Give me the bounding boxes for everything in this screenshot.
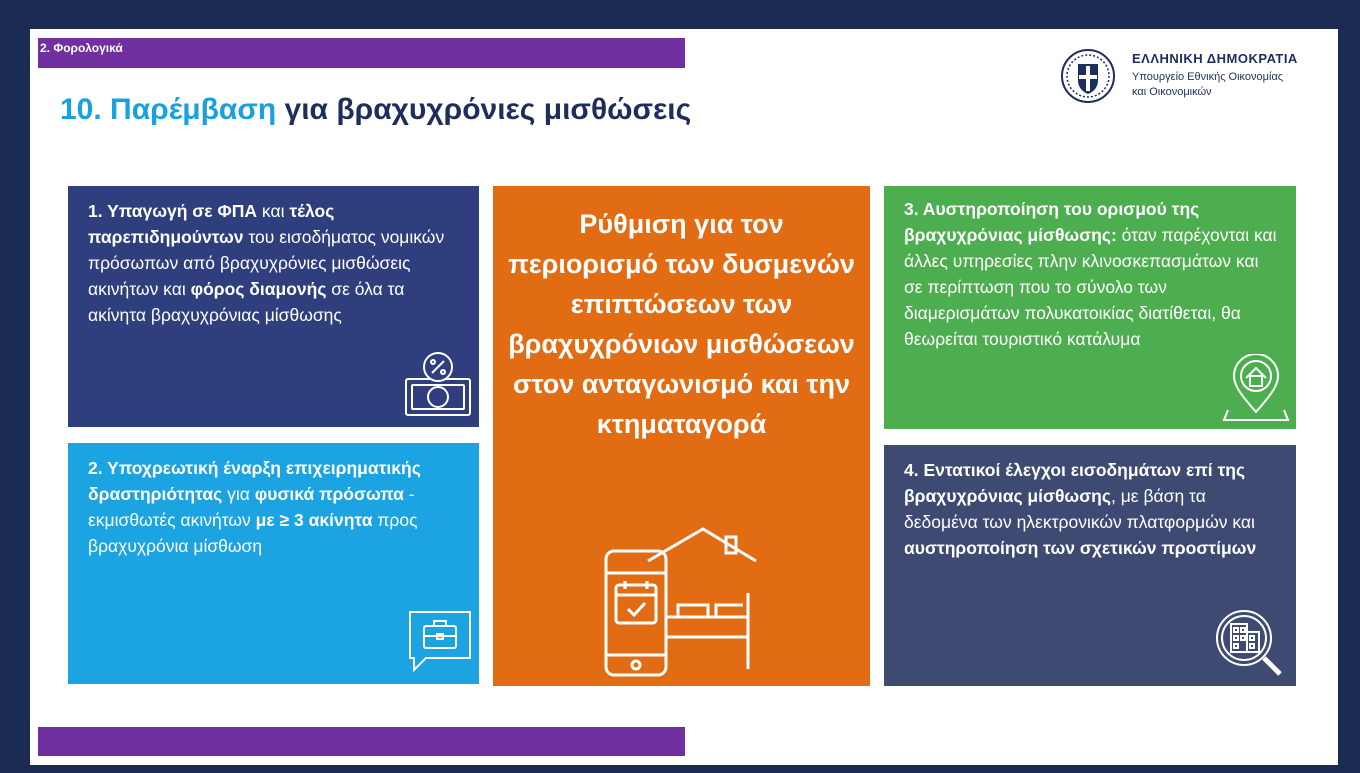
ministry-logo	[1058, 46, 1328, 106]
measure-box-4	[884, 445, 1296, 686]
calendar-house-bed-icon	[598, 521, 758, 681]
measure-2-text	[88, 455, 461, 559]
building-magnifier-icon	[1214, 608, 1284, 678]
measure-1-plain-c: σε όλα τα ακίνητα βραχυχρόνιας μίσθωσης	[88, 279, 405, 325]
measure-4-bold-a: 4. Εντατικοί έλεγχοι εισοδημάτων επί της βραχυχρόνιας μίσθωσης	[904, 460, 1246, 506]
section-label: 2. Φορολογικά	[40, 41, 123, 55]
measure-1-plain-a: και	[257, 201, 290, 221]
footer-bar	[38, 727, 685, 756]
measure-1-bold-a: 1. Υπαγωγή σε ΦΠΑ	[88, 201, 258, 221]
measure-2-bold-c: με ≥ 3 ακίνητα	[255, 510, 373, 530]
measure-4-text	[904, 457, 1278, 561]
measure-3-text	[904, 196, 1278, 352]
title-accent: 10. Παρέμβαση	[60, 93, 277, 126]
measure-3-bold-a: 3. Αυστηροποίηση του ορισμού της βραχυχρόνιας μίσθωσης:	[904, 199, 1200, 245]
logo-country: ΕΛΛΗΝΙΚΗ ΔΗΜΟΚΡΑΤΙΑ	[1132, 51, 1298, 66]
measure-2-plain-a: για	[222, 484, 255, 504]
measure-2-bold-a: 2. Υποχρεωτική έναρξη επιχειρηματικής δραστηριότητας	[88, 458, 421, 504]
measure-4-plain-a: , με βάση τα δεδομένα των ηλεκτρονικών πλατφορμών και	[904, 486, 1255, 532]
measure-box-3	[884, 186, 1296, 429]
logo-ministry-line1: Υπουργείο Εθνικής Οικονομίας	[1132, 71, 1284, 83]
slide	[30, 29, 1338, 765]
measure-2-plain-c: προς βραχυχρόνια μίσθωση	[88, 510, 418, 556]
measure-2-plain-b: - εκμισθωτές ακινήτων	[88, 484, 415, 530]
measure-4-bold-b: αυστηροποίηση των σχετικών προστίμων	[904, 538, 1257, 558]
measure-2-bold-b: φυσικά πρόσωπα	[254, 484, 404, 504]
measure-box-1	[68, 186, 479, 427]
greek-emblem-icon	[1060, 48, 1116, 104]
measure-3-plain-a: όταν παρέχονται και άλλες υπηρεσίες πλην κλινοσκεπασμάτων και σε περίπτωση που το σύνολο των διαμερισμάτων πολυκατοικίας διατίθεται, θα θεωρείται τουριστικό κατάλυμα	[904, 225, 1277, 349]
measure-box-2	[68, 443, 479, 684]
measure-1-bold-b: τέλος παρεπιδημούντων	[88, 201, 335, 247]
measure-1-plain-b: του εισοδήματος νομικών πρόσωπων από βραχυχρόνιες μισθώσεις ακινήτων και	[88, 227, 445, 299]
house-pin-icon	[1222, 354, 1290, 422]
logo-ministry-line2: και Οικονομικών	[1132, 86, 1212, 98]
section-bar	[38, 38, 685, 68]
page-title	[60, 93, 691, 127]
percent-money-icon	[404, 351, 472, 419]
title-rest: για βραχυχρόνιες μισθώσεις	[276, 93, 692, 126]
center-box	[493, 186, 870, 686]
measure-1-text	[88, 198, 461, 328]
center-box-text: Ρύθμιση για τον περιορισμό των δυσμενών επιπτώσεων των βραχυχρόνιων μισθώσεων στον ανταγωνισμό και την κτηματαγορά	[508, 209, 855, 439]
measure-1-bold-c: φόρος διαμονής	[190, 279, 327, 299]
briefcase-chat-icon	[406, 608, 474, 676]
